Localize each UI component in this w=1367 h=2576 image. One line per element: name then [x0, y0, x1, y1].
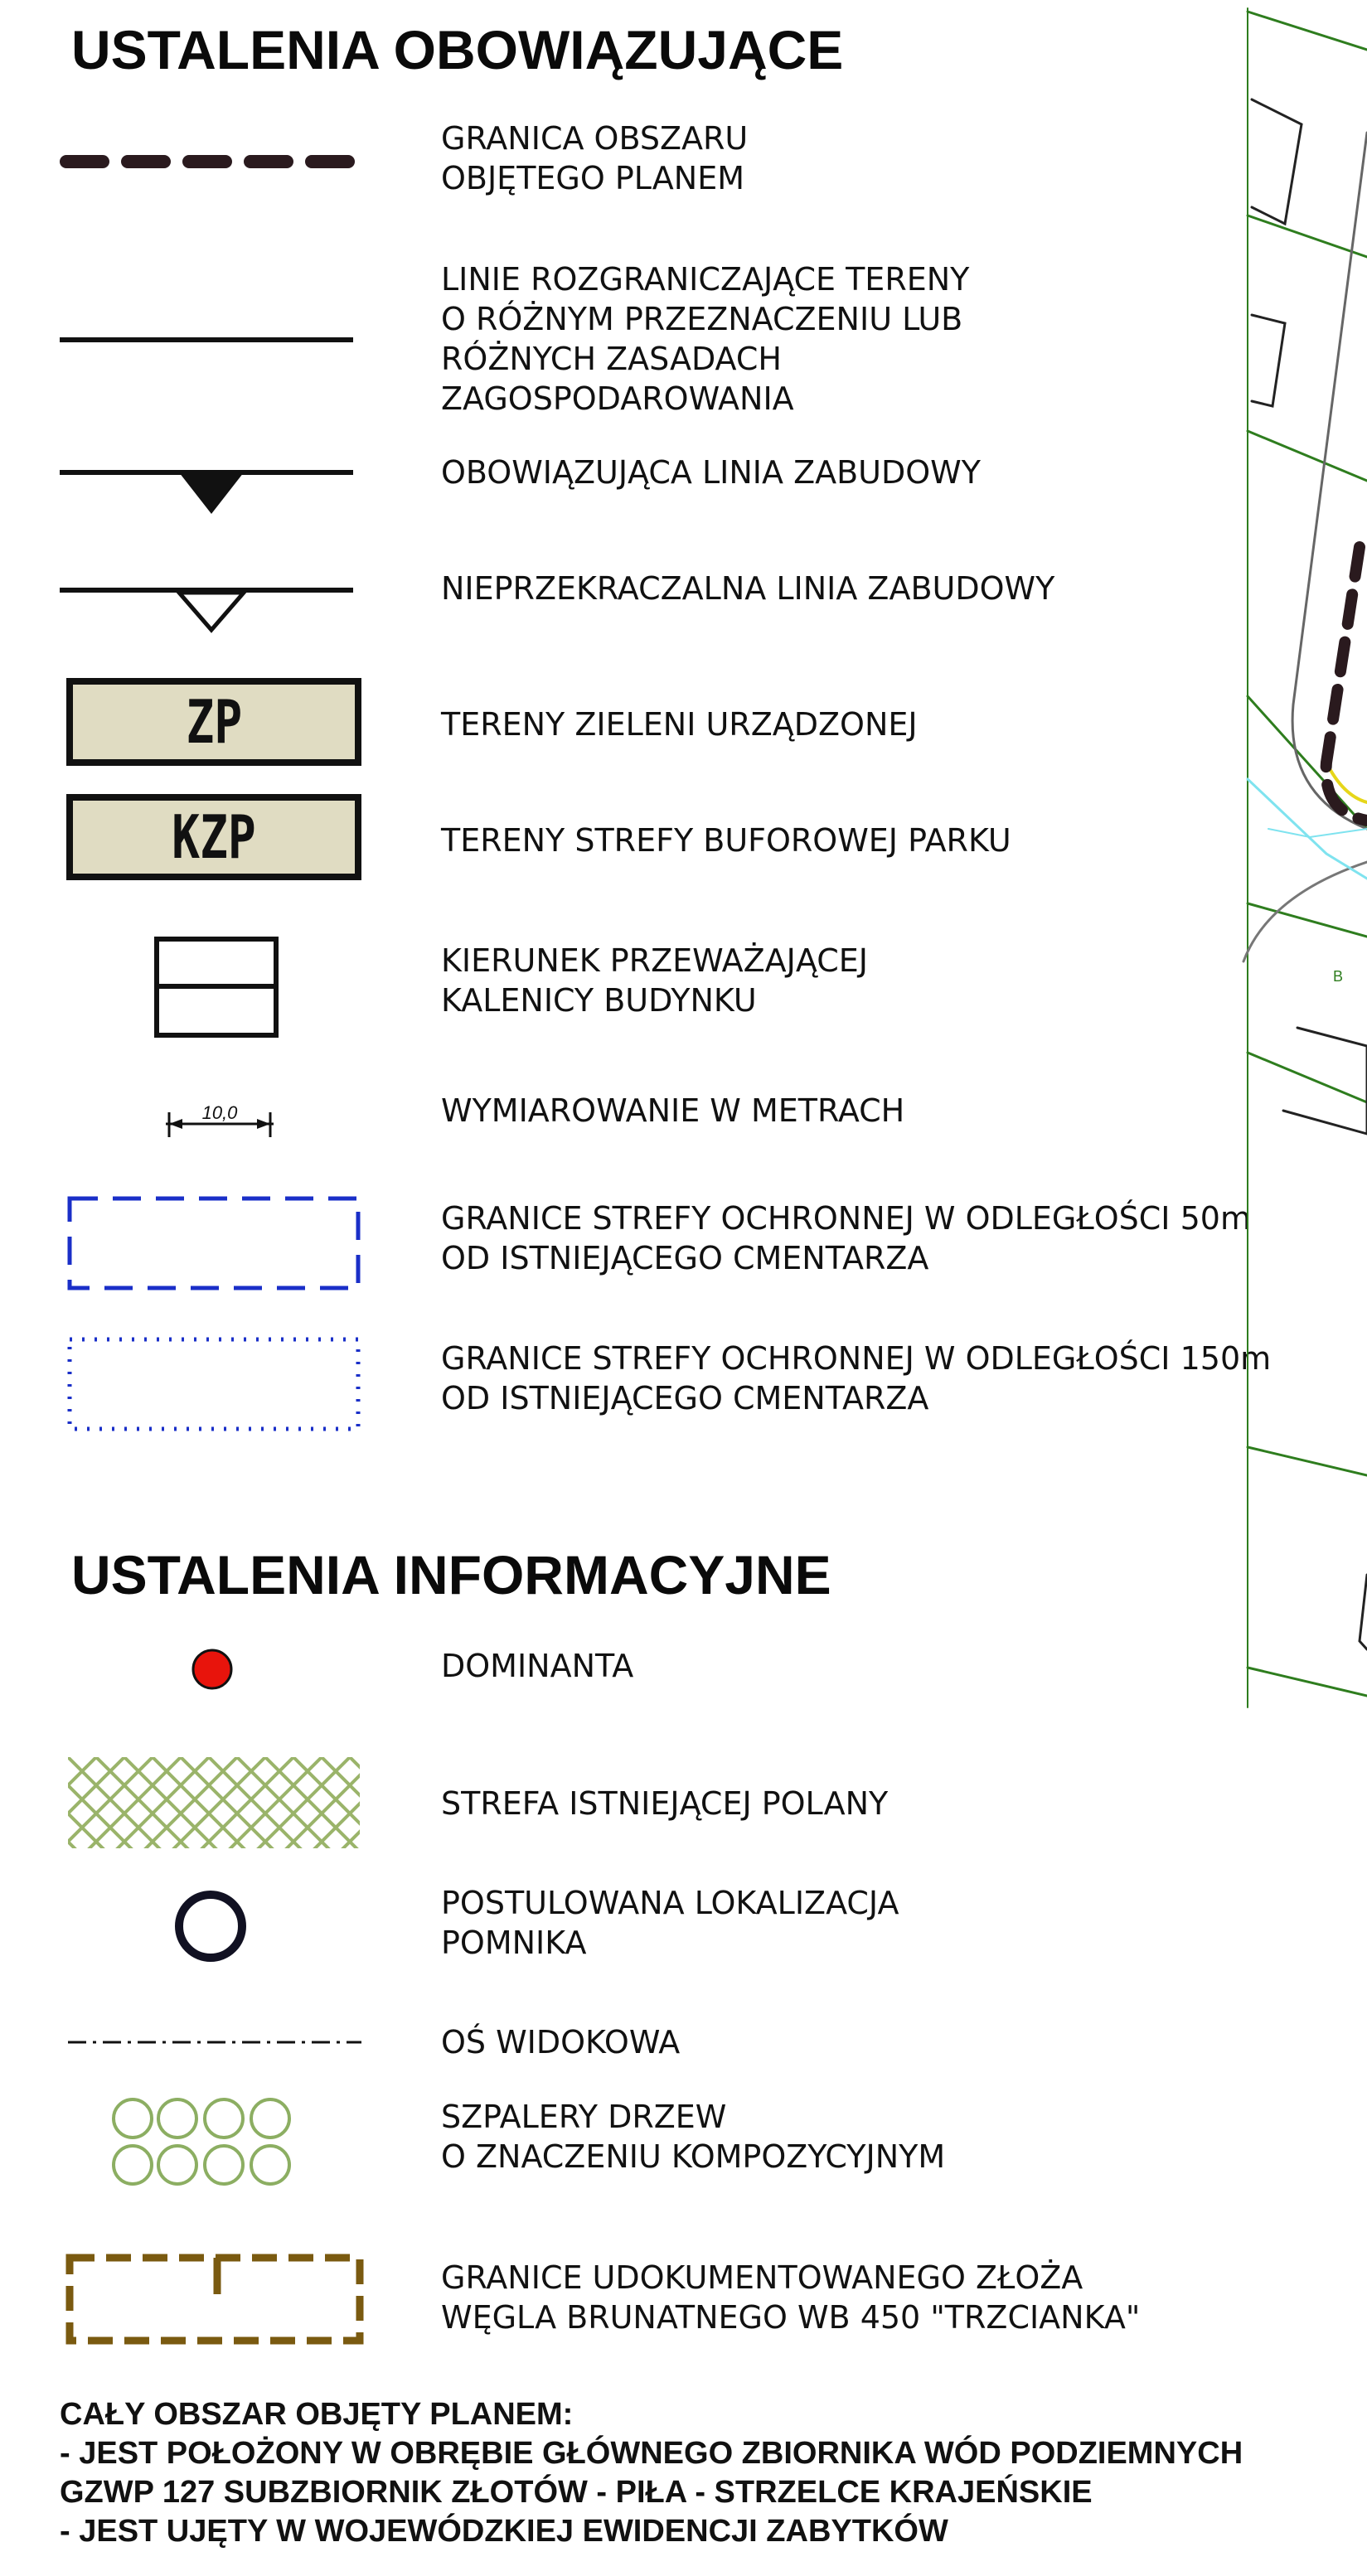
plan-boundary-symbol — [58, 149, 365, 174]
dimension-value: 10,0 — [201, 1102, 238, 1123]
mandatory-building-line-symbol — [58, 464, 365, 522]
plan-area-notes: CAŁY OBSZAR OBJĘTY PLANEM: - JEST POŁOŻONY W OBRĘBIE GŁÓWNEGO ZBIORNIKA WÓD PODZIEMNYCH GZWP 127 SUBZBIORNIK ZŁOTÓW - PIŁA - STRZELCE KRAJEŃSKIE - JEST UJĘTY W WOJEWÓDZKIEJ EWIDENCJI ZABYTKÓW — [60, 2397, 1243, 2549]
clearing-crosshatch-symbol — [68, 1757, 360, 1848]
tree-rows-symbol — [109, 2092, 302, 2193]
legend-label-plan-boundary: GRANICA OBSZARU OBJĘTEGO PLANEM — [441, 120, 749, 196]
map-label-b: B — [1333, 968, 1344, 985]
legend-label-protection-zone-50m: GRANICE STREFY OCHRONNEJ W ODLEGŁOŚCI 50m OD ISTNIEJĄCEGO CMENTARZA — [441, 1200, 1251, 1276]
legend-label-ridge-direction: KIERUNEK PRZEWAŻAJĄCEJ KALENICY BUDYNKU — [441, 942, 868, 1019]
monument-ring-symbol — [171, 1886, 250, 1966]
legend-label-kzp: TERENY STREFY BUFOROWEJ PARKU — [441, 822, 1011, 859]
ridge-direction-symbol — [154, 937, 280, 1039]
map-fragment — [1235, 0, 1367, 1741]
dimension-line-symbol — [158, 1101, 282, 1142]
view-axis-symbol — [66, 2034, 365, 2051]
legend-label-dimension: WYMIAROWANIE W METRACH — [441, 1092, 905, 1129]
legend-label-dominant: DOMINANTA — [441, 1648, 634, 1684]
protection-zone-150m-symbol — [65, 1334, 365, 1434]
zone-code-box-zp: ZP — [66, 678, 361, 766]
dominant-red-dot-symbol — [187, 1644, 237, 1694]
zone-code-box-kzp: KZP — [66, 794, 361, 880]
protection-zone-50m-symbol — [65, 1194, 365, 1293]
legend-label-zp: TERENY ZIELENI URZĄDZONEJ — [441, 706, 918, 743]
legend-label-mandatory-building-line: OBOWIĄZUJĄCA LINIA ZABUDOWY — [441, 454, 981, 491]
legend-label-view-axis: OŚ WIDOKOWA — [441, 2024, 681, 2060]
legend-label-tree-rows: SZPALERY DRZEW O ZNACZENIU KOMPOZYCYJNYM — [441, 2099, 946, 2175]
legend-label-lignite-deposit: GRANICE UDOKUMENTOWANEGO ZŁOŻA WĘGLA BRUNATNEGO WB 450 "TRZCIANKA" — [441, 2259, 1141, 2336]
lignite-deposit-boundary-symbol — [63, 2248, 370, 2351]
legend-label-monument: POSTULOWANA LOKALIZACJA POMNIKA — [441, 1885, 899, 1961]
legend-label-clearing: STREFA ISTNIEJĄCEJ POLANY — [441, 1785, 889, 1822]
legend-label-non-exceedable-building-line: NIEPRZEKRACZALNA LINIA ZABUDOWY — [441, 570, 1055, 607]
legend-label-protection-zone-150m: GRANICE STREFY OCHRONNEJ W ODLEGŁOŚCI 150m OD ISTNIEJĄCEGO CMENTARZA — [441, 1340, 1272, 1416]
demarcation-line-symbol — [58, 332, 365, 348]
legend-label-demarcation-lines: LINIE ROZGRANICZAJĄCE TERENY O RÓŻNYM PRZEZNACZENIU LUB RÓŻNYCH ZASADACH ZAGOSPODAROWANIA — [441, 261, 970, 417]
binding-section-heading: USTALENIA OBOWIĄZUJĄCE — [71, 19, 844, 80]
informational-section-heading: USTALENIA INFORMACYJNE — [71, 1544, 831, 1605]
non-exceedable-building-line-symbol — [58, 582, 365, 640]
